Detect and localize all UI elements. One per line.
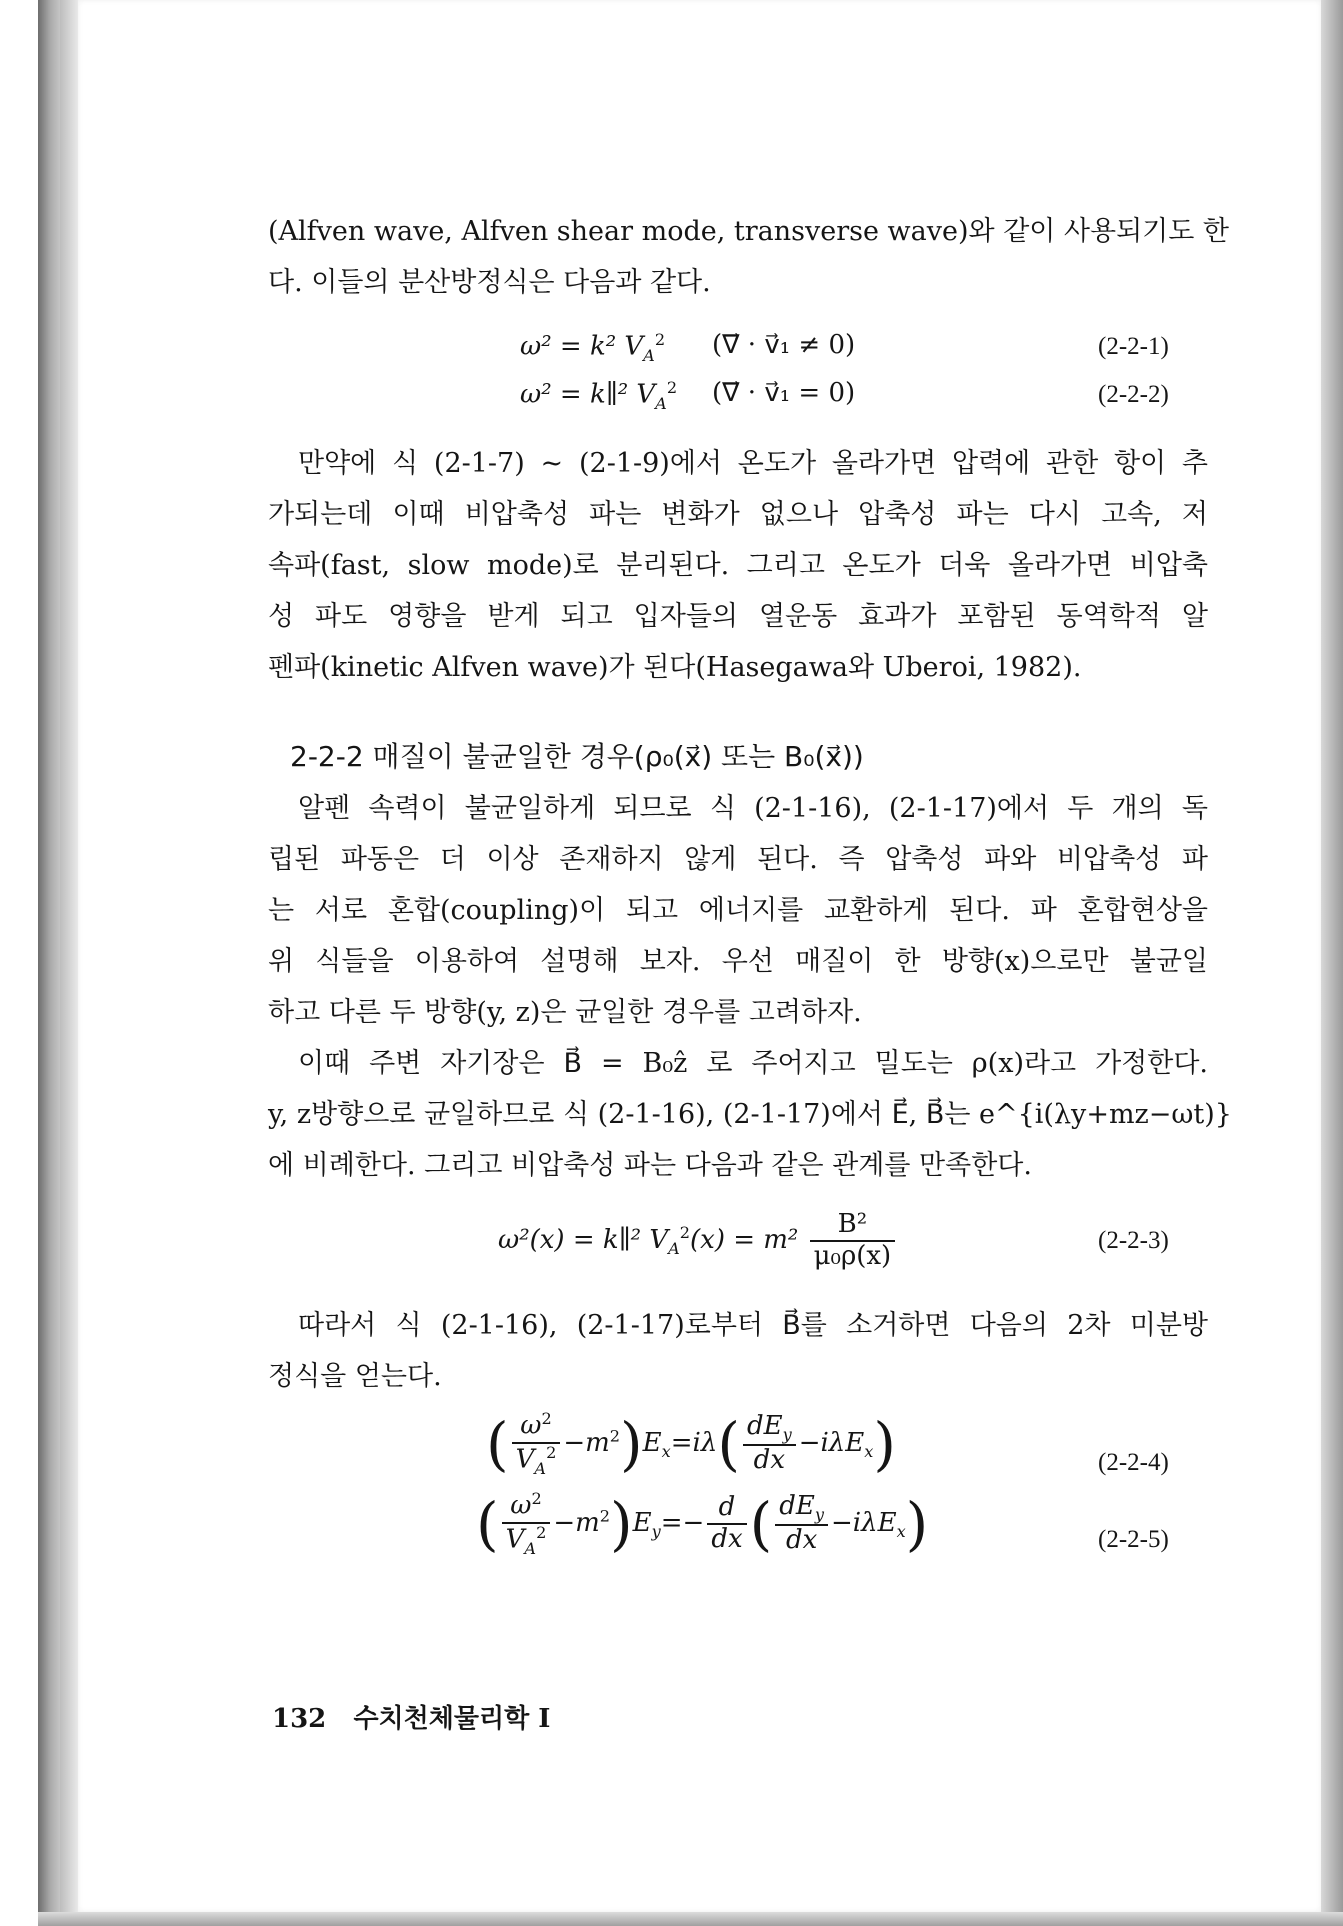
book-title: 수치천체물리학 I (353, 1704, 551, 1734)
equation-2-2-2-condition: (∇⃗ · v⃗₁ = 0) (712, 378, 856, 408)
text-line: 립된 파동은 더 이상 존재하지 않게 된다. 즉 압축성 파와 비압축성 파 (268, 844, 1208, 875)
text-line: 따라서 식 (2-1-16), (2-1-17)로부터 B⃗를 소거하면 다음의 2차 미분방 (298, 1310, 1208, 1341)
text-line: 가되는데 이때 비압축성 파는 변화가 없으나 압축성 파는 다시 고속, 저 (268, 499, 1208, 530)
fraction (810, 1210, 896, 1272)
text-line: 알펜 속력이 불균일하게 되므로 식 (2-1-16), (2-1-17)에서 두 개의 독 (298, 793, 1208, 824)
eq-lhs: ω² = k² V (520, 331, 644, 362)
equation-2-2-5: ( $\frac{\omega^2}{V_A^2}$ $-m^2)E_y=-$ $\frac{d}{dx}$ ( $\frac{dE_y}{dx}$ −iλE$_x$) (476, 1489, 929, 1558)
page-footer (272, 1698, 550, 1735)
equation-2-2-1-condition: (∇⃗ · v⃗₁ ≠ 0) (712, 330, 856, 360)
page-edge-strip (60, 0, 78, 1926)
page-number: 132 (272, 1704, 327, 1734)
fraction-numerator: B² (810, 1210, 896, 1242)
equation-number: (2-2-4) (1098, 1449, 1169, 1476)
equation-2-2-4: ( $\frac{\omega^2}{V_A^2}$ $-m^2)E_x=i\lambda$( $\frac{dE_y}{dx}$ −iλE$_x$) (486, 1409, 896, 1478)
section-heading: 2-2-2 매질이 불균일한 경우(ρ₀(x⃗) 또는 B₀(x⃗)) (290, 740, 864, 773)
text-line: 속파(fast, slow mode)로 분리된다. 그리고 온도가 더욱 올라가면 비압축 (268, 550, 1208, 581)
text-line: 는 서로 혼합(coupling)이 되고 에너지를 교환하게 된다. 파 혼합현상을 (268, 895, 1208, 926)
equation-2-2-1: ω² = k² $V_A^2$ (520, 330, 666, 365)
paragraph-nonuniform (268, 783, 1208, 1038)
paragraph-temperature (268, 438, 1208, 693)
paragraph-magnetic-field (268, 1038, 1232, 1191)
page-edge-bottom (38, 1912, 1343, 1926)
text-line: 성 파도 영향을 받게 되고 입자들의 열운동 효과가 포함된 동역학적 알 (268, 601, 1208, 632)
equation-2-2-2: ω² = k∥² $V_A^2$ (520, 378, 678, 413)
equation-number: (2-2-3) (1098, 1227, 1169, 1254)
equation-number: (2-2-1) (1098, 333, 1169, 360)
paragraph-intro (268, 206, 1230, 308)
equation-2-2-3: ω²(x) = k∥² $V_A^2(x) = m^2$ $\frac{\text{B²}}{\text{μ₀ρ(x)}}$ (498, 1210, 898, 1272)
text-line: 하고 다른 두 방향(y, z)은 균일한 경우를 고려하자. (268, 997, 862, 1028)
eq-mid: (x) = m² (690, 1224, 799, 1255)
equation-number: (2-2-5) (1098, 1526, 1169, 1553)
text-line: 정식을 얻는다. (268, 1361, 442, 1392)
text-line: 위 식들을 이용하여 설명해 보자. 우선 매질이 한 방향(x)으로만 불균일 (268, 946, 1208, 977)
text-line: 펜파(kinetic Alfven wave)가 된다(Hasegawa와 Uberoi, 1982). (268, 652, 1082, 683)
text-line: 에 비례한다. 그리고 비압축성 파는 다음과 같은 관계를 만족한다. (268, 1150, 1032, 1181)
text-line: 만약에 식 (2-1-7) ~ (2-1-9)에서 온도가 올라가면 압력에 관한 항이 추 (298, 448, 1208, 479)
text-line: 다. 이들의 분산방정식은 다음과 같다. (268, 267, 711, 298)
eq-lhs: ω²(x) = k∥² V (498, 1224, 669, 1255)
text-line: (Alfven wave, Alfven shear mode, transverse wave)와 같이 사용되기도 한 (268, 216, 1230, 247)
equation-number: (2-2-2) (1098, 381, 1169, 408)
paragraph-elimination (268, 1300, 1208, 1402)
text-line: 이때 주변 자기장은 B⃗ = B₀ẑ 로 주어지고 밀도는 ρ(x)라고 가정한다. (298, 1048, 1208, 1079)
text-line: y, z방향으로 균일하므로 식 (2-1-16), (2-1-17)에서 E⃗, B⃗는 e^{i(λy+mz−ωt)} (268, 1099, 1232, 1130)
page-edge-right (1321, 0, 1343, 1926)
fraction-denominator: μ₀ρ(x) (813, 1240, 892, 1271)
eq-lhs: ω² = k∥² V (520, 379, 656, 410)
